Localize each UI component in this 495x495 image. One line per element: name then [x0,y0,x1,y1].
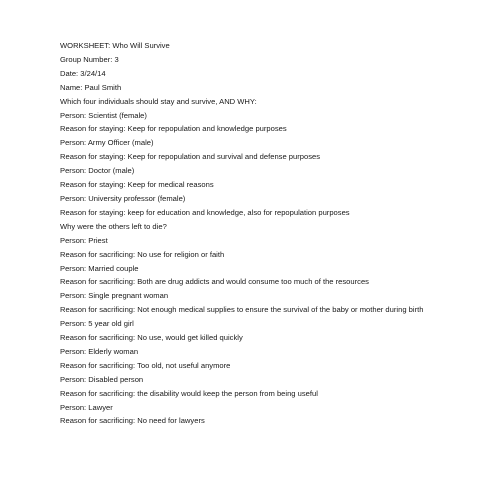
worksheet-title: WORKSHEET: Who Will Survive [60,41,170,50]
sacrificed-6-person: Person: Disabled person [60,374,144,384]
sacrificed-5-reason: Reason for sacrificing: Too old, not useful anymore [60,360,231,370]
sacrificed-1-reason: Reason for sacrificing: No use for religion or faith [60,249,225,259]
survivor-2-reason: Reason for staying: Keep for repopulation and survival and defense purposes [60,152,321,162]
survivor-4-reason: Reason for staying: keep for education and knowledge, also for repopulation purposes [60,207,350,217]
survivor-3-reason: Reason for staying: Keep for medical reasons [60,180,214,190]
sacrificed-4-reason: Reason for sacrificing: No use, would get killed quickly [60,333,243,343]
survivors-question: Which four individuals should stay and survive, AND WHY: [60,96,257,106]
sacrificed-1-person: Person: Priest [60,235,108,245]
sacrificed-7-reason: Reason for sacrificing: No need for lawyers [60,416,205,426]
survivor-3-person: Person: Doctor (male) [60,166,135,176]
sacrificed-6-reason: Reason for sacrificing: the disability would keep the person from being useful [60,388,318,398]
survivor-1-person: Person: Scientist (female) [60,110,147,120]
sacrificed-question: Why were the others left to die? [60,221,167,231]
survivor-2-person: Person: Army Officer (male) [60,138,154,148]
sacrificed-4-person: Person: 5 year old girl [60,319,134,329]
survivor-1-reason: Reason for staying: Keep for repopulation and knowledge purposes [60,124,287,134]
survivor-4-person: Person: University professor (female) [60,193,186,203]
sacrificed-5-person: Person: Elderly woman [60,346,139,356]
sacrificed-2-person: Person: Married couple [60,263,139,273]
date: Date: 3/24/14 [60,68,106,78]
student-name: Name: Paul Smith [60,82,122,92]
worksheet-lines [60,42,440,431]
sacrificed-7-person: Person: Lawyer [60,402,113,412]
sacrificed-3-person: Person: Single pregnant woman [60,291,169,301]
group-number: Group Number: 3 [60,54,119,64]
sacrificed-2-reason: Reason for sacrificing: Both are drug addicts and would consume too much of the resources [60,277,369,287]
sacrificed-3-reason: Reason for sacrificing: Not enough medical supplies to ensure the survival of the baby or mother during birth [60,305,424,315]
